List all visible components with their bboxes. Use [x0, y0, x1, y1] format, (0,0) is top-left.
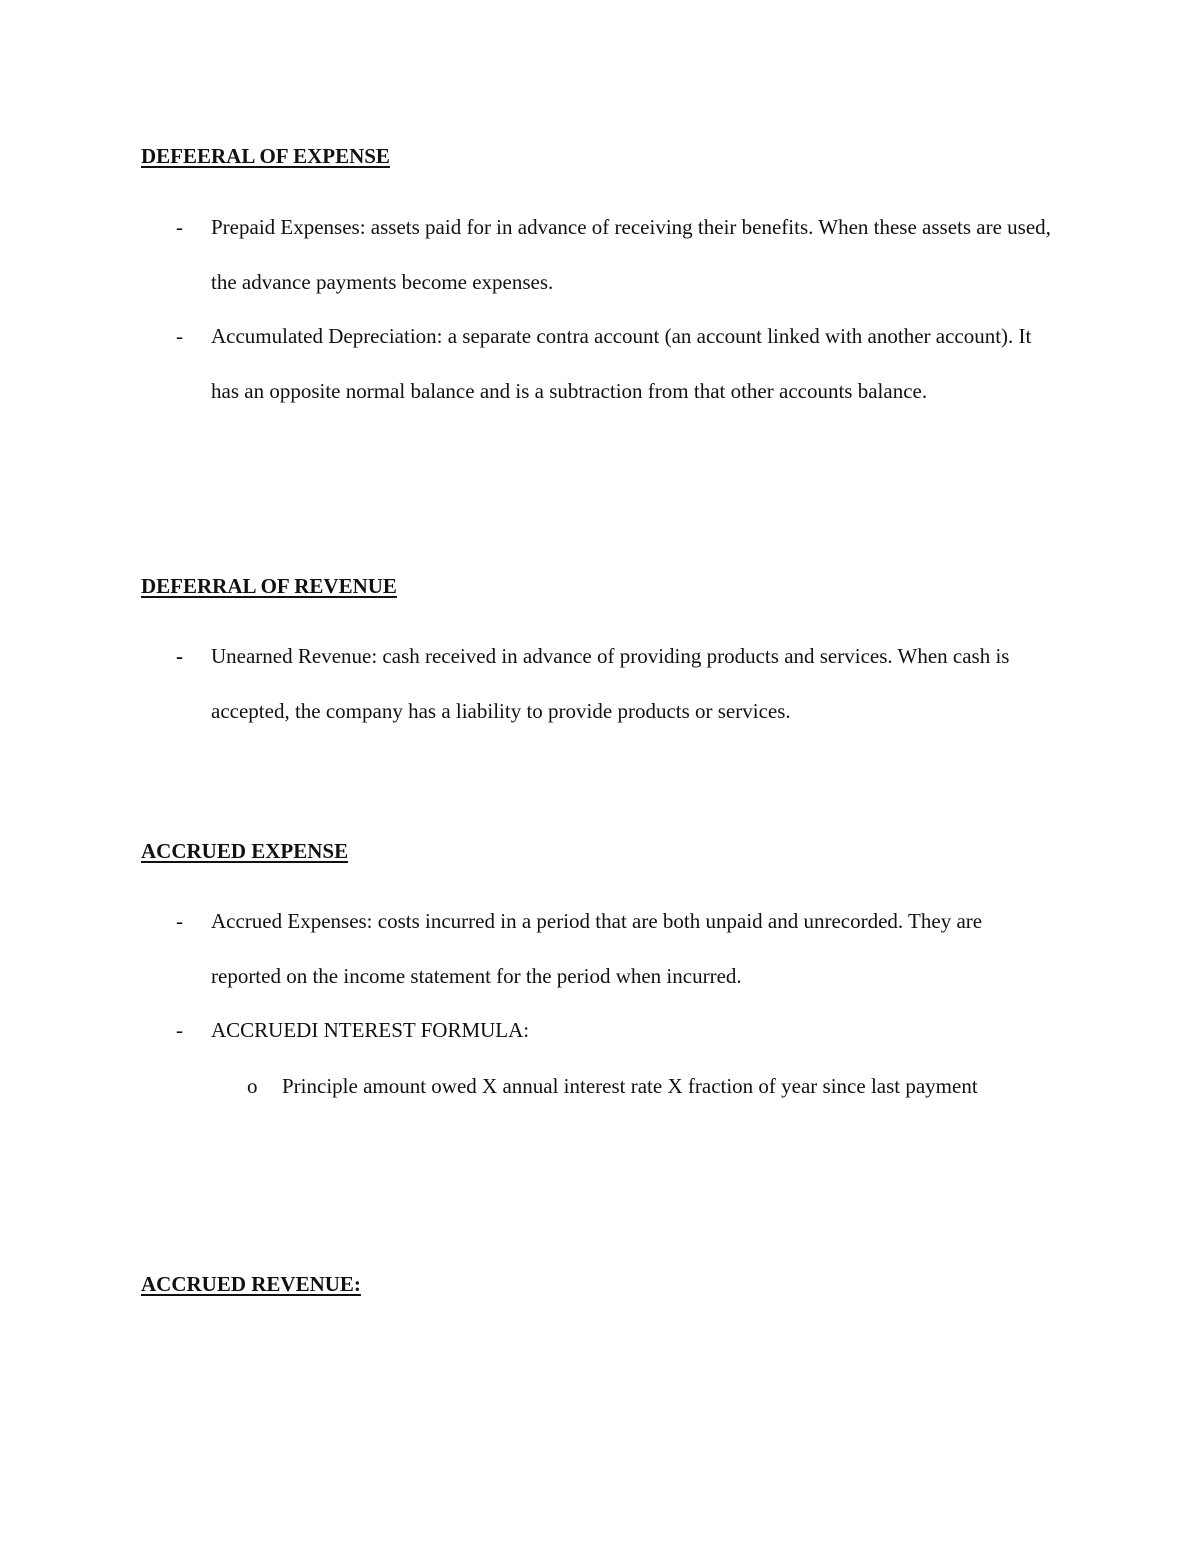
- dash-bullet-marker: -: [176, 215, 183, 239]
- dash-bullet-marker: -: [176, 1018, 183, 1042]
- list-item-text: Prepaid Expenses: assets paid for in advance of receiving their benefits. When these assets are used, the advance payments become expenses.: [211, 215, 1051, 294]
- list-item-text: Unearned Revenue: cash received in advance of providing products and services. When cash is accepted, the company has a liability to provide products or services.: [211, 644, 1010, 723]
- circle-bullet-marker: o: [247, 1074, 258, 1098]
- section-heading-accrued-revenue: ACCRUED REVENUE:: [141, 1272, 361, 1296]
- list-item-text: ACCRUEDI NTEREST FORMULA:: [211, 1018, 530, 1042]
- section-heading-accrued-expense: ACCRUED EXPENSE: [141, 839, 349, 863]
- dash-bullet-marker: -: [176, 909, 183, 933]
- dash-bullet-marker: -: [176, 644, 183, 668]
- section-heading-deferral-of-expense: DEFEERAL OF EXPENSE: [141, 144, 390, 168]
- list-item-text: Accumulated Depreciation: a separate contra account (an account linked with another account). It has an opposite normal balance and is a subtraction from that other accounts balance.: [211, 324, 1032, 403]
- dash-bullet-marker: -: [176, 324, 183, 348]
- sub-list-item-text: Principle amount owed X annual interest rate X fraction of year since last payment: [282, 1074, 978, 1098]
- section-heading-deferral-of-revenue: DEFERRAL OF REVENUE: [141, 574, 397, 598]
- list-item-text: Accrued Expenses: costs incurred in a period that are both unpaid and unrecorded. They are reported on the income statement for the period when incurred.: [211, 909, 983, 988]
